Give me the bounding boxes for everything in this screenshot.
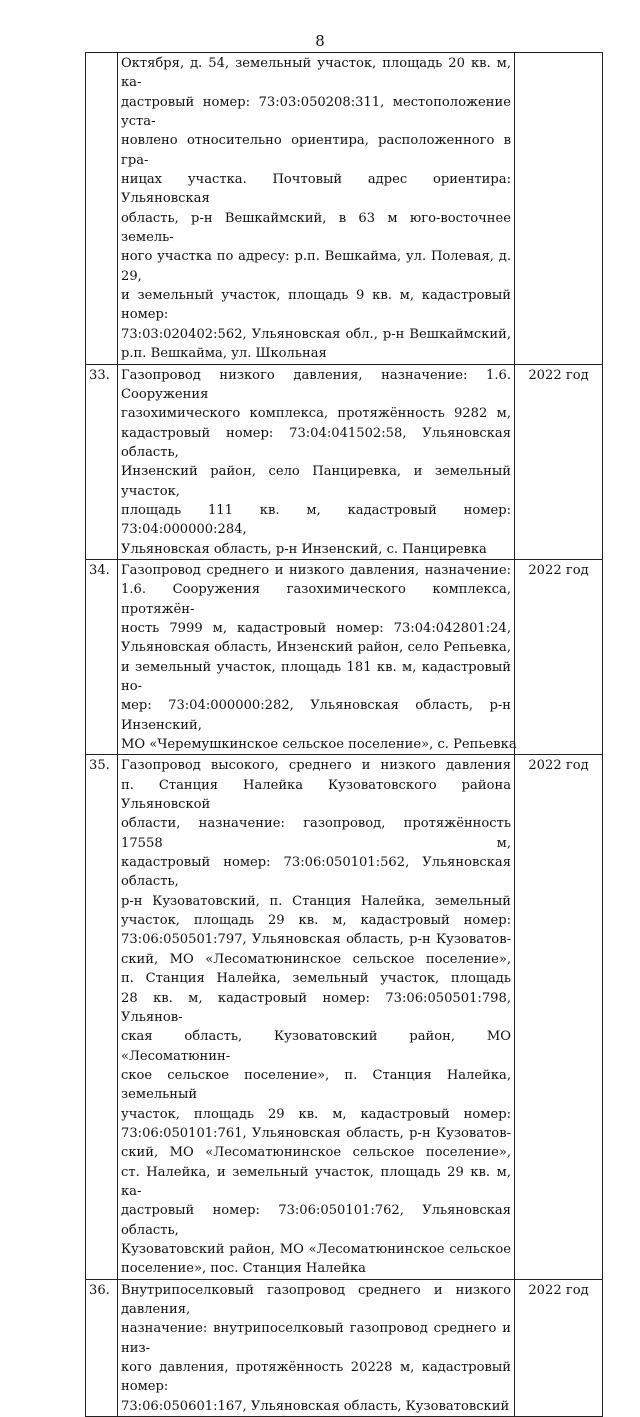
table-row: [86, 755, 603, 1279]
description-line: ницах участка. Почтовый адрес ориентира: Ульяновская: [121, 172, 511, 207]
description-line: Внутрипоселковый газопровод среднего и низкого давления,: [121, 1282, 511, 1317]
description-line: ская область, Кузоватовский район, МО «Лесоматюнин-: [121, 1029, 511, 1064]
description-line: Октября, д. 54, земельный участок, площадь 20 кв. м, ка-: [121, 56, 511, 91]
description-line: площадь 111 кв. м, кадастровый номер: 73:04:000000:284,: [121, 502, 511, 538]
row-number: 34.: [86, 559, 118, 754]
description-line: ность 7999 м, кадастровый номер: 73:04:042801:24,: [121, 620, 511, 636]
description-line: п. Станция Налейка Кузоватовского района Ульяновской: [121, 777, 511, 813]
completion-year: 2022 год: [515, 559, 603, 754]
description-line: МО «Черемушкинское сельское поселение», с. Репьевка: [121, 737, 517, 753]
page-number: 8: [315, 32, 325, 50]
description-line: Газопровод низкого давления, назначение: 1.6. Сооружения: [121, 367, 511, 402]
description-line: ский, МО «Лесоматюнинское сельское поселение»,: [121, 1145, 511, 1161]
description-line: газохимического комплекса, протяжённость 9282 м,: [121, 406, 511, 422]
table-row: [86, 1279, 603, 1416]
object-description: [118, 53, 515, 365]
row-number: 36.: [86, 1279, 118, 1416]
description-line: кадастровый номер: 73:06:050101:562, Ульяновская область,: [121, 855, 511, 890]
completion-year: 2022 год: [515, 1279, 603, 1416]
object-description: [118, 364, 515, 559]
description-line: область, р-н Вешкаймский, в 63 м юго-восточнее земель-: [121, 210, 511, 246]
description-line: 73:06:050601:167, Ульяновская область, Кузоватовский: [121, 1398, 510, 1414]
table-row: [86, 364, 603, 559]
description-line: кадастровый номер: 73:04:041502:58, Ульяновская область,: [121, 425, 511, 460]
description-line: Инзенский район, село Панциревка, и земельный участок,: [121, 464, 511, 499]
object-description: [118, 559, 515, 754]
description-line: дастровый номер: 73:06:050101:762, Ульяновская область,: [121, 1203, 511, 1238]
row-number: [86, 53, 118, 365]
description-line: ного участка по адресу: р.п. Вешкайма, ул. Полевая, д. 29,: [121, 249, 511, 284]
description-line: Газопровод высокого, среднего и низкого давления: [121, 758, 511, 774]
description-line: и земельный участок, площадь 181 кв. м, кадастровый но-: [121, 659, 511, 694]
description-line: мер: 73:04:000000:282, Ульяновская область, р-н Инзенский,: [121, 698, 511, 733]
description-line: и земельный участок, площадь 9 кв. м, кадастровый номер:: [121, 288, 511, 323]
table-row: [86, 559, 603, 754]
description-line: ское сельское поселение», п. Станция Налейка, земельный: [121, 1067, 511, 1103]
description-line: дастровый номер: 73:03:050208:311, местоположение уста-: [121, 94, 511, 130]
row-number: 33.: [86, 364, 118, 559]
completion-year: [515, 53, 603, 365]
objects-table: [85, 52, 603, 1417]
description-line: поселение», пос. Станция Налейка: [121, 1261, 366, 1277]
description-line: ст. Налейка, и земельный участок, площадь 29 кв. м, ка-: [121, 1164, 511, 1199]
description-line: участок, площадь 29 кв. м, кадастровый номер:: [121, 913, 511, 929]
description-line: назначение: внутрипоселковый газопровод среднего и низ-: [121, 1321, 511, 1356]
completion-year: 2022 год: [515, 755, 603, 1279]
description-line: 73:06:050101:761, Ульяновская область, р-н Кузоватов-: [121, 1125, 511, 1141]
description-line: области, назначение: газопровод, протяжённость 17558 м,: [121, 816, 511, 851]
description-line: новлено относительно ориентира, расположенного в гра-: [121, 133, 511, 168]
description-line: 73:06:050501:797, Ульяновская область, р-н Кузоватов-: [121, 932, 511, 948]
description-line: кого давления, протяжённость 20228 м, кадастровый номер:: [121, 1360, 511, 1395]
description-line: участок, площадь 29 кв. м, кадастровый номер:: [121, 1106, 511, 1122]
completion-year: 2022 год: [515, 364, 603, 559]
description-line: п. Станция Налейка, земельный участок, площадь: [121, 971, 511, 987]
row-number: 35.: [86, 755, 118, 1279]
description-line: ский, МО «Лесоматюнинское сельское поселение»,: [121, 951, 511, 967]
description-line: 73:03:020402:562, Ульяновская обл., р-н Вешкаймский,: [121, 326, 511, 342]
description-line: р.п. Вешкайма, ул. Школьная: [121, 346, 327, 362]
object-description: [118, 1279, 515, 1416]
table-row: [86, 53, 603, 365]
description-line: Газопровод среднего и низкого давления, назначение:: [121, 562, 511, 578]
description-line: Ульяновская область, Инзенский район, село Репьевка,: [121, 640, 511, 656]
description-line: 28 кв. м, кадастровый номер: 73:06:050501:798, Ульянов-: [121, 990, 511, 1025]
description-line: р-н Кузоватовский, п. Станция Налейка, земельный: [121, 893, 511, 909]
description-line: 1.6. Сооружения газохимического комплекса, протяжён-: [121, 582, 511, 617]
object-description: [118, 755, 515, 1279]
objects-table-body: [86, 53, 603, 1417]
description-line: Кузоватовский район, МО «Лесоматюнинское сельское: [121, 1241, 511, 1257]
description-line: Ульяновская область, р-н Инзенский, с. Панциревка: [121, 541, 487, 557]
